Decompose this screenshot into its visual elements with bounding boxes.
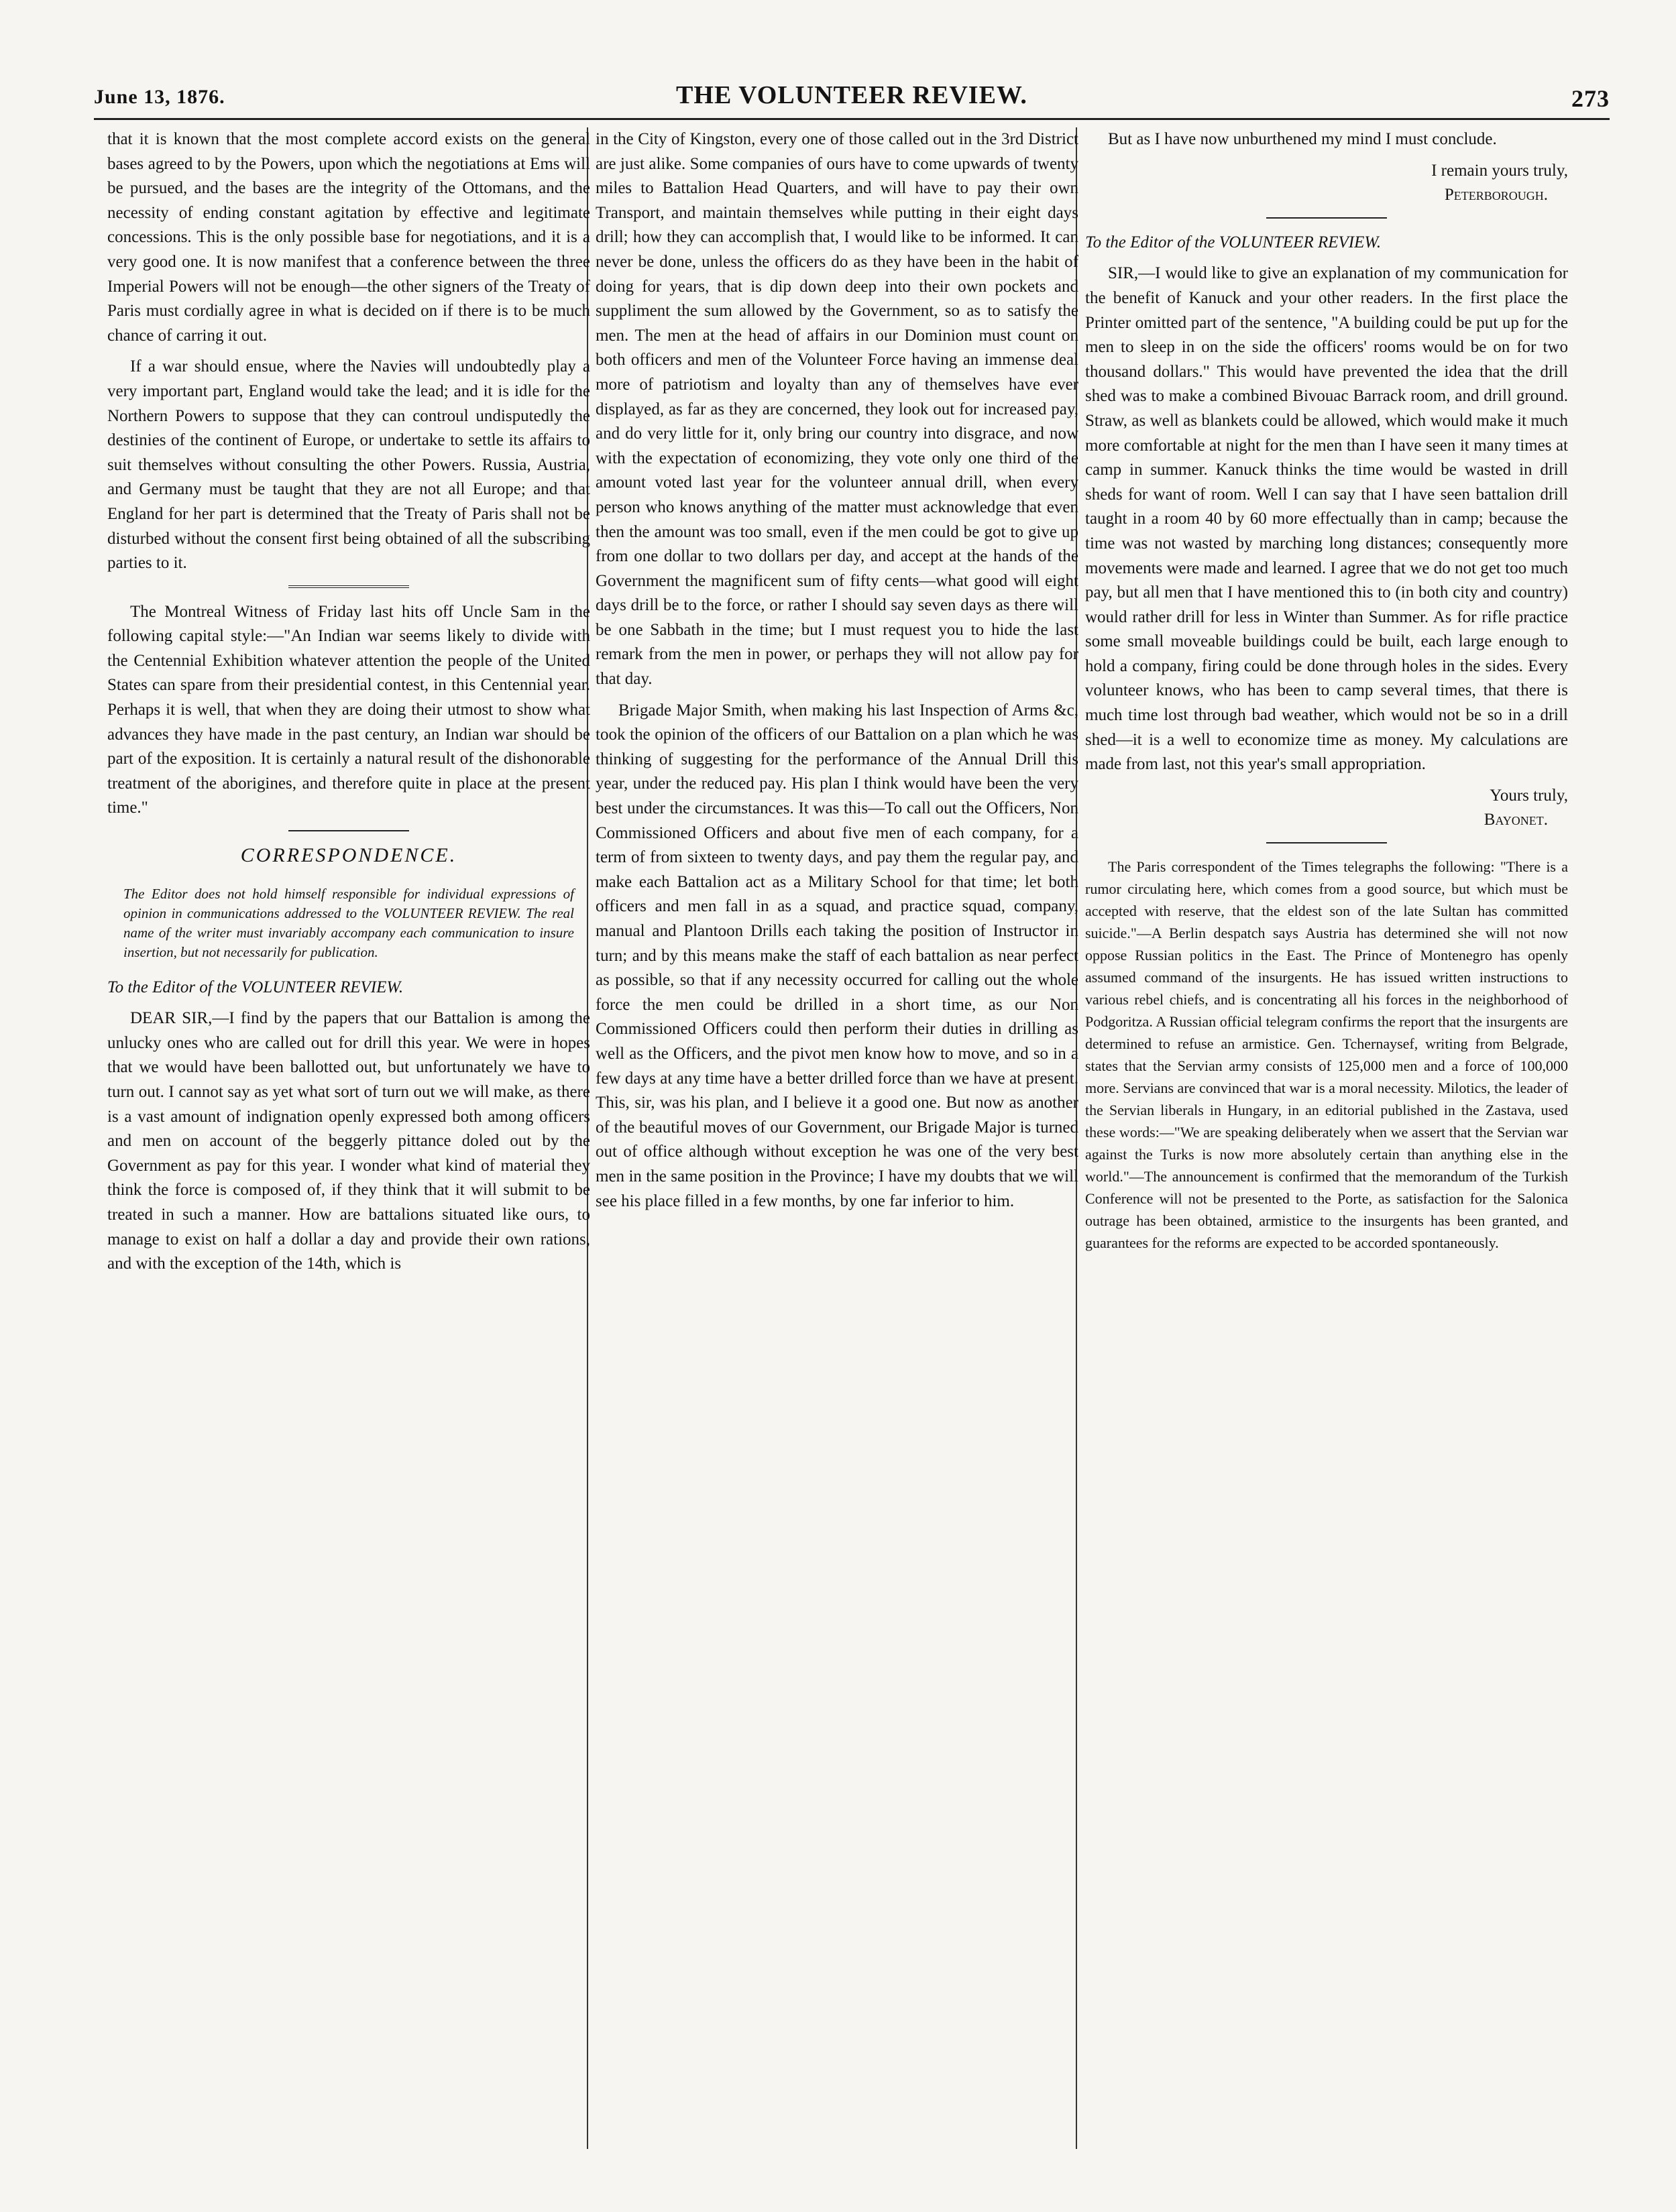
- letter-paragraph: DEAR SIR,—I find by the papers that our Battalion is among the unlucky ones who are called out for drill this year. We were in hopes that we would have been ballotted out, but unfortunately we have to turn out. I cannot say as yet what sort of turn out we will make, as there is a vast amount of indignation openly expressed both among officers and men on account of the beggerly pittance doled out by the Government as pay for this year. I wonder what kind of material they think the force is composed of, if they think that it will submit to be treated in such a manner. How are battalions situated like ours, to manage to exist on half a dollar a day and provide their own rations, and with the exception of the 14th, which is: [107, 1009, 590, 1273]
- news-paragraph: The Paris correspondent of the Times telegraphs the following: "There is a rumor circulating here, which comes from a good source, but which must be accepted with reserve, that the eldest son of the late Sultan has committed suicide."—A Berlin despatch says Austria has determined she will not now oppose Russian politics in the East. The Prince of Montenegro has openly assumed command of the insurgents. He has issued written instructions to various rebel chiefs, and is concentrating all his forces in the neighborhood of Podgoritza. A Russian official telegram confirms the report that the insurgents are determined to refuse an armistice. Gen. Tchernaysef, writing from Belgrade, states that the Servian army consists of 125,000 men and a force of 100,000 more. Servians are convinced that war is a moral necessity. Milotics, the leader of the Servian liberals in Hungary, in an editorial published in the Zastava, used these words:—"We are speaking deliberately when we assert that the Servian war against the Turks is now more absolutely certain than anything else in the world."—The announcement is confirmed that the memorandum of the Turkish Conference will not be presented to the Porte, as satisfaction for the Salonica outrage has been obtained, armistice to the insurgents has been granted, and guarantees for the reforms are expected to be accorded spontaneously.: [1085, 858, 1568, 1252]
- issue-date: June 13, 1876.: [94, 86, 225, 108]
- masthead-title: THE VOLUNTEER REVIEW.: [676, 81, 1027, 109]
- letter-signature: Peterborough.: [1444, 186, 1548, 205]
- header-rule: [94, 118, 1610, 120]
- article-paragraph: The Montreal Witness of Friday last hits off Uncle Sam in the following capital style:—"An Indian war seems likely to divide with the Centennial Exhibition whatever attention the people of the United States can spare from their presidential contest, in this Centennial year. Perhaps it is well, that when they are doing their utmost to show what advances they have made in the past century, an Indian war should be part of the exposition. It is certainly a natural result of the dishonorable treatment of the aborigines, and therefore quite in place at the present time.": [107, 602, 590, 817]
- letter-salutation-heading: To the Editor of the VOLUNTEER REVIEW.: [1085, 233, 1382, 251]
- section-rule: [288, 830, 409, 831]
- section-rule: [288, 585, 409, 588]
- letter-signature: Bayonet.: [1484, 811, 1548, 829]
- letter-salutation-heading: To the Editor of the VOLUNTEER REVIEW.: [107, 978, 404, 996]
- letter-paragraph: SIR,—I would like to give an explanation of my communication for the benefit of Kanuck and your other readers. In the first place the Printer omitted part of the sentence, "A building could be put up for the men to sleep in on the side the officers' rooms would be on for two thousand dollars." This would have prevented the idea that the drill shed was to make a combined Bivouac Barrack room, and drill ground. Straw, as well as blankets could be allowed, which would make it much more comfortable at night for the men than I have seen it many times at camp in summer. Kanuck thinks the time would be wasted in drill sheds for want of room. Well I can say that I have seen battalion drill taught in a room 40 by 60 more effectually than in camp; because the time was not wasted by marching long distances; consequently more movements were made and learned. I agree that we do not get too much pay, but all men that I have mentioned this to (in both city and country) would rather drill for less in Winter than Summer. As for rifle practice some small moveable buildings could be built, each large enough to hold a company, firing could be done through holes in the sides. Every volunteer knows, who has been to camp several times, that there is much time lost through bad weather, which would not be so in a drill shed—it is a well to economize time as money. My calculations are made from last, not this year's small appropriation.: [1085, 264, 1568, 774]
- article-paragraph: If a war should ensue, where the Navies will undoubtedly play a very important part, England would take the lead; and it is idle for the Northern Powers to suppose that they can controul undisputedly the destinies of the continent of Europe, or undertake to settle its affairs to suit themselves without consulting the other Powers. Russia, Austria, and Germany must be taught that they are not all Europe; and that England for her part is determined that the Treaty of Paris shall not be disturbed without the consent first being obtained of all the subscribing parties to it.: [107, 357, 590, 573]
- page-number: 273: [1571, 85, 1610, 112]
- editor-disclaimer: The Editor does not hold himself responsible for individual expressions of opinion in communications addressed to the VOLUNTEER REVIEW. The real name of the writer must invariably accompany each communication to insure insertion, but not necessarily for publication.: [123, 885, 574, 960]
- letter-paragraph: Brigade Major Smith, when making his last Inspection of Arms &c, took the opinion of the officers of our Battalion on a plan which he was thinking of suggesting for the performance of the Annual Drill this year, under the reduced pay. His plan I think would have been the very best under the circumstances. It was this—To call out the Officers, Non Commissioned Officers and about five men of each company, for a term of from sixteen to twenty days, and pay them the regular pay, and make each Battalion act as a Military School for that time; let both officers and men fall in as a squad, and practice squad, company, manual and Plantoon Drills each taking the position of Instructor in turn; and by this means make the staff of each battalion as near perfect as possible, so that if any necessity occurred for calling out the whole force the men could be drilled in a short time, as our Non Commissioned Officers could then perform their duties in drilling as well as the Officers, and the pivot men know how to move, and so in a few days at any time have a better drilled force than we have at present. This, sir, was his plan, and I believe it a good one. But now as another of the beautiful moves of our Government, our Brigade Major is turned out of office although without exception he was one of the very best men in the same position in the Province; I have my doubts that we will see his place filled in a few months, by one far inferior to him.: [596, 701, 1078, 1210]
- column-1: [107, 127, 590, 1283]
- section-heading: CORRESPONDENCE.: [240, 844, 457, 867]
- section-rule: [1266, 217, 1387, 219]
- letter-paragraph: in the City of Kingston, every one of those called out in the 3rd District are just alike. Some companies of ours have to come upwards of twenty miles to Battalion Head Quarters, and will have to pay their own Transport, and maintain themselves while putting in their eight days drill; how they can accomplish that, I would like to be informed. It can never be done, unless the officers do as they have been in the habit of doing for years, that is dip down deep into their own pockets and suppliment the sum allowed by the Government, so as to satisfy the men. The men at the head of affairs in our Dominion must count on both officers and men of the Volunteer Force having an immense deal more of patriotism and loyalty than any of themselves have ever displayed, as far as they are concerned, they look out for increased pay, and do very little for it, only bring our country into disgrace, and now with the expectation of economizing, they vote only one third of the amount voted last year for the volunteer annual drill, when every person who knows anything of the matter must acknowledge that even then the amount was too small, even if the men could be got to give up from one dollar to two dollars per day, and accept at the hands of the Government the magnificent sum of fifty cents—what good will eight days drill be to the force, or rather I should say seven days as there will be one Sabbath in the time; but I must request you to hide the last remark from the men in power, or perhaps they will not allow pay for that day.: [596, 130, 1078, 689]
- article-paragraph: that it is known that the most complete accord exists on the general bases agreed to by the Powers, upon which the negotiations at Ems will be pursued, and the bases are the integrity of the Ottomans, and the necessity of ending constant agitation by effective and legitimate concessions. This is the only possible base for negotiations, and it is a very good one. It is now manifest that a conference between the three Imperial Powers will not be enough—the other signers of the Treaty of Paris must cordially agree in what is decided on if there is to be much chance of carring it out.: [107, 130, 590, 345]
- section-rule: [1266, 842, 1387, 843]
- letter-closing: Yours truly,: [1490, 786, 1568, 805]
- letter-closing: I remain yours truly,: [1431, 161, 1568, 180]
- letter-paragraph: But as I have now unburthened my mind I must conclude.: [1108, 130, 1497, 148]
- column-3: [1085, 127, 1568, 1261]
- page-header: [94, 79, 1610, 119]
- column-2: [596, 127, 1078, 1220]
